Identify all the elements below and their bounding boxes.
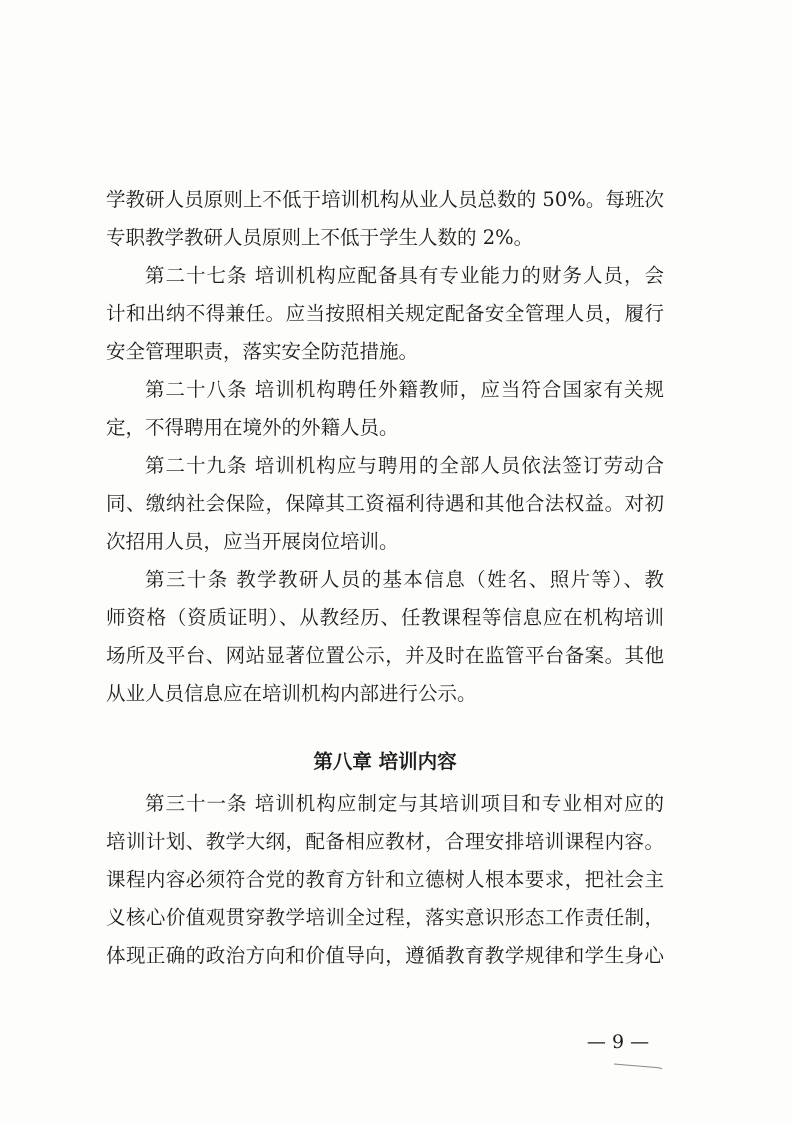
text-line: 第二十九条 培训机构应与聘用的全部人员依法签订劳动合 xyxy=(145,454,664,477)
text-line: 次招用人员，应当开展岗位培训。 xyxy=(106,530,399,553)
text-line: 计和出纳不得兼任。应当按照相关规定配备安全管理人员，履行 xyxy=(106,302,664,325)
text-line: 第二十八条 培训机构聘任外籍教师，应当符合国家有关规 xyxy=(145,378,664,401)
text-line: 体现正确的政治方向和价值导向，遵循教育教学规律和学生身心 xyxy=(106,944,664,967)
text-line: 师资格（资质证明）、从教经历、任教课程等信息应在机构培训 xyxy=(106,606,664,629)
text-line: 义核心价值观贯穿教学培训全过程，落实意识形态工作责任制， xyxy=(106,906,664,929)
text-line: 从业人员信息应在培训机构内部进行公示。 xyxy=(106,682,477,705)
text-line: 定，不得聘用在境外的外籍人员。 xyxy=(106,416,399,439)
text-line: 第三十条 教学教研人员的基本信息（姓名、照片等）、教 xyxy=(145,568,664,591)
document-body xyxy=(106,181,664,975)
page-number: — 9 — xyxy=(586,1031,650,1053)
chapter-heading: 第八章 培训内容 xyxy=(313,750,457,773)
text-line: 学教研人员原则上不低于培训机构从业人员总数的 50%。每班次 xyxy=(106,188,664,211)
text-line: 场所及平台、网站显著位置公示，并及时在监管平台备案。其他 xyxy=(106,644,664,667)
scan-artifact-mark xyxy=(612,1062,664,1070)
text-line: 安全管理职责，落实安全防范措施。 xyxy=(106,340,419,363)
text-line: 同、缴纳社会保险，保障其工资福利待遇和其他合法权益。对初 xyxy=(106,492,664,515)
text-line: 专职教学教研人员原则上不低于学生人数的 2%。 xyxy=(106,226,534,249)
text-line: 培训计划、教学大纲，配备相应教材，合理安排培训课程内容。 xyxy=(106,830,664,853)
text-line: 第三十一条 培训机构应制定与其培训项目和专业相对应的 xyxy=(145,792,664,815)
text-line: 第二十七条 培训机构应配备具有专业能力的财务人员，会 xyxy=(145,264,664,287)
text-line: 课程内容必须符合党的教育方针和立德树人根本要求，把社会主 xyxy=(106,868,664,891)
